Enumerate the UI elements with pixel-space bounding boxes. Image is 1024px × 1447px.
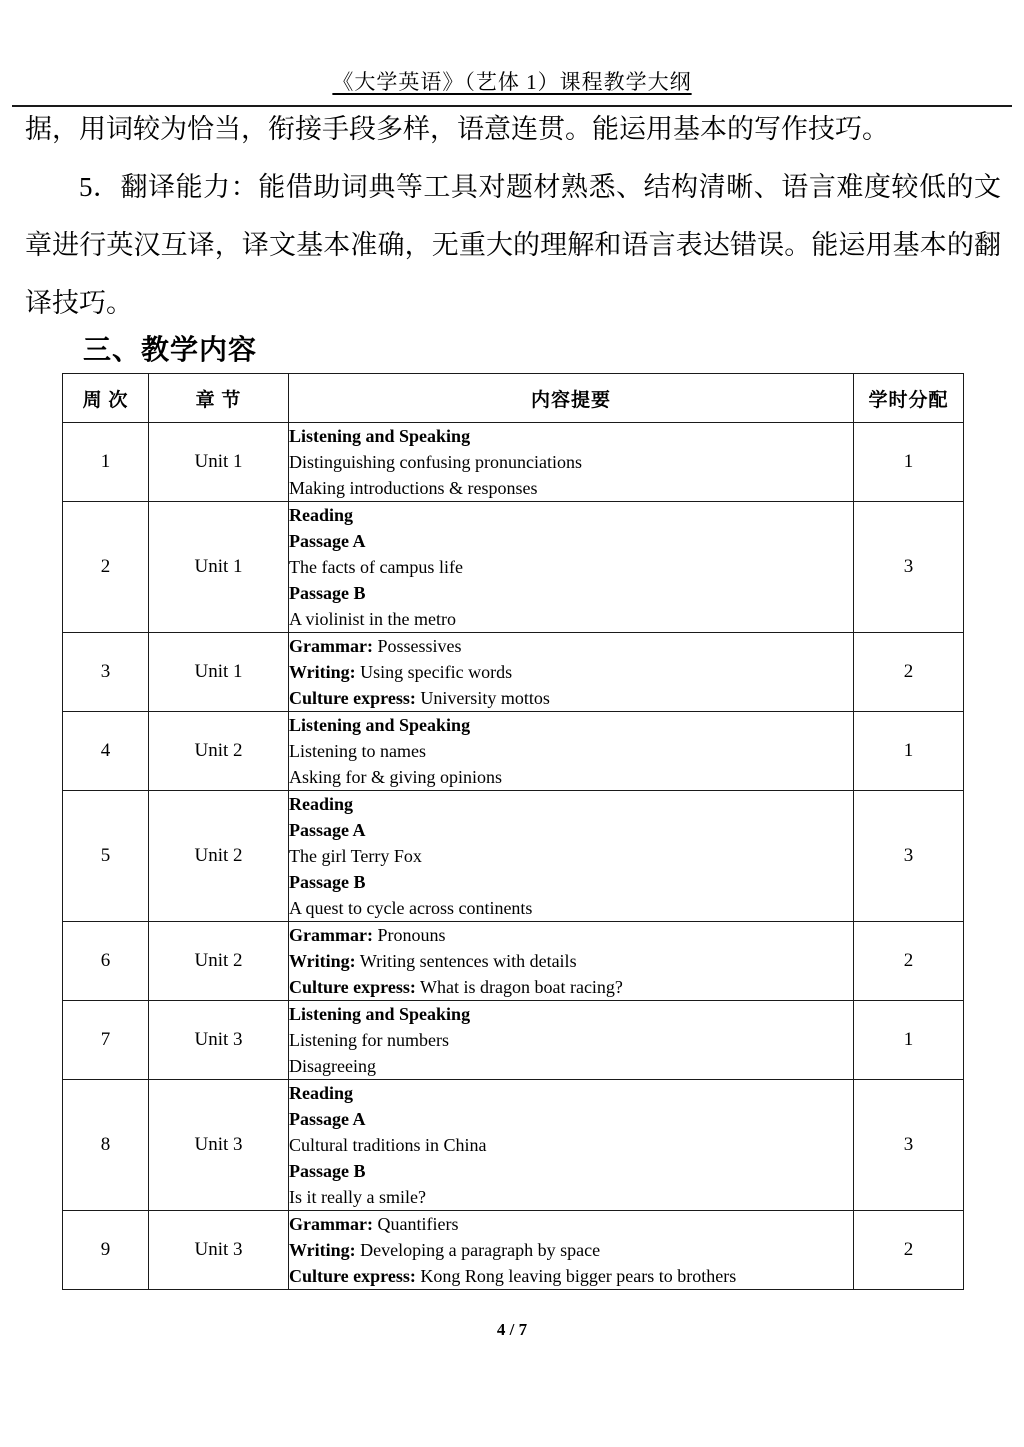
content-line <box>289 502 853 528</box>
content-bold-label: Grammar: <box>289 1214 373 1234</box>
table-row <box>63 633 964 712</box>
content-line <box>289 791 853 817</box>
content-text: Kong Rong leaving bigger pears to brothers <box>415 1266 737 1286</box>
unit-cell: Unit 2 <box>149 712 289 791</box>
content-line <box>289 1001 853 1027</box>
table-row <box>63 922 964 1001</box>
content-cell <box>289 1080 854 1211</box>
page-header-title: 《大学英语》（艺体 1）课程教学大纲 <box>332 70 692 94</box>
content-line <box>289 1132 853 1158</box>
content-line <box>289 554 853 580</box>
content-line <box>289 1027 853 1053</box>
hours-cell: 2 <box>854 922 964 1001</box>
content-cell <box>289 712 854 791</box>
paragraph-writing-skill: 据，用词较为恰当，衔接手段多样，语意连贯。能运用基本的写作技巧。 <box>25 114 889 144</box>
content-cell <box>289 502 854 633</box>
content-line <box>289 1080 853 1106</box>
content-text: Possessives <box>372 636 462 656</box>
content-text: Disagreeing <box>289 1056 376 1076</box>
content-bold-label: Listening and Speaking <box>289 426 471 446</box>
hours-cell: 3 <box>854 791 964 922</box>
unit-cell: Unit 2 <box>149 791 289 922</box>
content-line <box>289 974 853 1000</box>
table-row <box>63 791 964 922</box>
content-bold-label: Listening and Speaking <box>289 1004 471 1024</box>
content-text: Writing sentences with details <box>355 951 577 971</box>
content-text: Asking for & giving opinions <box>289 767 503 787</box>
content-text: Cultural traditions in China <box>289 1135 487 1155</box>
week-cell: 2 <box>63 502 149 633</box>
content-cell <box>289 423 854 502</box>
unit-cell: Unit 1 <box>149 633 289 712</box>
content-text: Distinguishing confusing pronunciations <box>289 452 582 472</box>
week-cell: 9 <box>63 1211 149 1290</box>
week-cell: 4 <box>63 712 149 791</box>
content-text: A quest to cycle across continents <box>289 898 533 918</box>
content-text: University mottos <box>415 688 550 708</box>
table-row <box>63 712 964 791</box>
content-bold-label: Culture express: <box>289 1266 416 1286</box>
table-header-row <box>63 374 964 423</box>
hours-cell: 1 <box>854 1001 964 1080</box>
content-line <box>289 843 853 869</box>
content-line <box>289 1184 853 1210</box>
content-line <box>289 712 853 738</box>
content-line <box>289 528 853 554</box>
content-line <box>289 1158 853 1184</box>
content-line <box>289 580 853 606</box>
content-line <box>289 449 853 475</box>
content-line <box>289 869 853 895</box>
col-header-chapter: 章 节 <box>149 374 289 423</box>
week-cell: 5 <box>63 791 149 922</box>
hours-cell: 1 <box>854 423 964 502</box>
content-text: Making introductions & responses <box>289 478 538 498</box>
unit-cell: Unit 1 <box>149 423 289 502</box>
content-bold-label: Reading <box>289 794 354 814</box>
content-bold-label: Reading <box>289 505 354 525</box>
unit-cell: Unit 3 <box>149 1080 289 1211</box>
content-cell <box>289 922 854 1001</box>
table-row <box>63 1080 964 1211</box>
table-body <box>63 423 964 1290</box>
content-text: Pronouns <box>372 925 446 945</box>
content-text: Developing a paragraph by space <box>355 1240 601 1260</box>
content-text: Quantifiers <box>372 1214 459 1234</box>
content-bold-label: Culture express: <box>289 688 416 708</box>
col-header-week: 周 次 <box>63 374 149 423</box>
unit-cell: Unit 3 <box>149 1211 289 1290</box>
content-bold-label: Passage B <box>289 583 366 603</box>
content-line <box>289 922 853 948</box>
content-bold-label: Culture express: <box>289 977 416 997</box>
content-cell <box>289 791 854 922</box>
unit-cell: Unit 2 <box>149 922 289 1001</box>
content-text: Listening for numbers <box>289 1030 449 1050</box>
content-text: Is it really a smile? <box>289 1187 426 1207</box>
content-text: A violinist in the metro <box>289 609 456 629</box>
table-row <box>63 1001 964 1080</box>
week-cell: 8 <box>63 1080 149 1211</box>
content-line <box>289 817 853 843</box>
body-text <box>25 100 1001 370</box>
teaching-content-table <box>62 373 964 1290</box>
hours-cell: 3 <box>854 502 964 633</box>
content-line <box>289 1106 853 1132</box>
week-cell: 6 <box>63 922 149 1001</box>
content-text: Using specific words <box>355 662 513 682</box>
content-line <box>289 948 853 974</box>
content-text: The girl Terry Fox <box>289 846 422 866</box>
content-bold-label: Writing: <box>289 1240 356 1260</box>
hours-cell: 2 <box>854 633 964 712</box>
hours-cell: 2 <box>854 1211 964 1290</box>
unit-cell: Unit 1 <box>149 502 289 633</box>
hours-cell: 1 <box>854 712 964 791</box>
content-line <box>289 659 853 685</box>
content-text: What is dragon boat racing? <box>415 977 623 997</box>
content-bold-label: Writing: <box>289 951 356 971</box>
content-bold-label: Passage A <box>289 820 366 840</box>
week-cell: 7 <box>63 1001 149 1080</box>
col-header-content: 内容提要 <box>289 374 854 423</box>
unit-cell: Unit 3 <box>149 1001 289 1080</box>
content-line <box>289 895 853 921</box>
content-bold-label: Writing: <box>289 662 356 682</box>
content-line <box>289 1237 853 1263</box>
content-bold-label: Passage A <box>289 531 366 551</box>
content-line <box>289 633 853 659</box>
content-cell <box>289 633 854 712</box>
week-cell: 1 <box>63 423 149 502</box>
paragraph-translation-skill: 5．翻译能力：能借助词典等工具对题材熟悉、结构清晰、语言难度较低的文章进行英汉互译，译文基本准确，无重大的理解和语言表达错误。能运用基本的翻译技巧。 <box>25 172 1001 318</box>
table-row <box>63 502 964 633</box>
content-line <box>289 764 853 790</box>
content-line <box>289 606 853 632</box>
section-heading-teaching-content: 三、教学内容 <box>83 335 258 366</box>
content-line <box>289 1211 853 1237</box>
content-line <box>289 1263 853 1289</box>
table-row <box>63 1211 964 1290</box>
content-bold-label: Passage A <box>289 1109 366 1129</box>
content-bold-label: Grammar: <box>289 636 373 656</box>
content-cell <box>289 1001 854 1080</box>
content-line <box>289 475 853 501</box>
content-line <box>289 738 853 764</box>
content-bold-label: Grammar: <box>289 925 373 945</box>
content-text: Listening to names <box>289 741 426 761</box>
table-row <box>63 423 964 502</box>
content-line <box>289 685 853 711</box>
hours-cell: 3 <box>854 1080 964 1211</box>
content-bold-label: Passage B <box>289 872 366 892</box>
content-bold-label: Listening and Speaking <box>289 715 471 735</box>
col-header-hours: 学时分配 <box>854 374 964 423</box>
content-text: The facts of campus life <box>289 557 463 577</box>
content-cell <box>289 1211 854 1290</box>
content-bold-label: Reading <box>289 1083 354 1103</box>
week-cell: 3 <box>63 633 149 712</box>
page-number: 4 / 7 <box>496 1320 528 1339</box>
content-bold-label: Passage B <box>289 1161 366 1181</box>
content-line <box>289 1053 853 1079</box>
content-line <box>289 423 853 449</box>
